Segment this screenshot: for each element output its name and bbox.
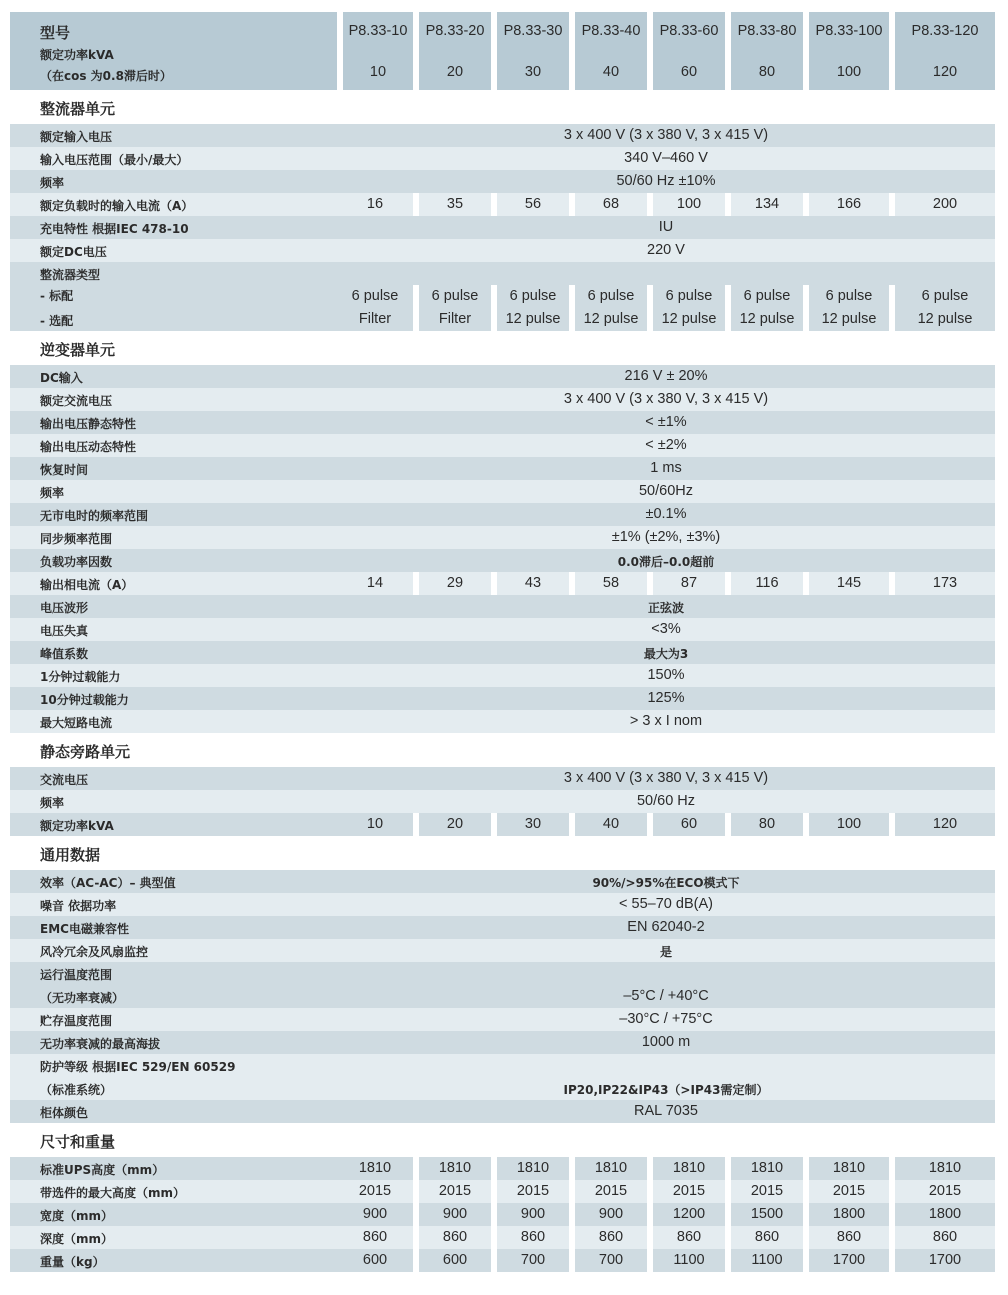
value-text: 860 xyxy=(836,1229,862,1245)
row-color: 柜体颜色 RAL 7035 xyxy=(10,1100,995,1123)
value-text: 1100 xyxy=(751,1252,783,1268)
value-text: 40 xyxy=(602,816,620,832)
value-cell xyxy=(491,1157,569,1180)
value-text: 1800 xyxy=(832,1206,866,1222)
spec-table xyxy=(10,12,995,1272)
value-cell xyxy=(413,308,491,331)
row-dc-input: DC输入 216 V ± 20% xyxy=(10,365,995,388)
value-text: 6 pulse xyxy=(431,288,479,304)
value-text: 12 pulse xyxy=(917,311,973,327)
value-cell xyxy=(803,1249,889,1272)
value-cell xyxy=(413,1157,491,1180)
value-cell xyxy=(569,1203,647,1226)
row-emc: EMC电磁兼容性 EN 62040-2 xyxy=(10,916,995,939)
model-label: 型号 xyxy=(40,24,71,42)
value-cell xyxy=(647,193,725,216)
row-waveform: 电压波形 正弦波 xyxy=(10,595,995,618)
model-col-2: P8.33-20 20 xyxy=(419,12,491,90)
value-text: 6 pulse xyxy=(351,288,399,304)
value-text: 16 xyxy=(366,196,384,212)
row-storetemp: 贮存温度范围 –30°C / +75°C xyxy=(10,1008,995,1031)
value-cell xyxy=(491,1203,569,1226)
row-optemp-2: （无功率衰减） –5°C / +40°C xyxy=(10,985,995,1008)
value-cell xyxy=(413,1226,491,1249)
value-cell xyxy=(569,285,647,308)
value-text: 860 xyxy=(754,1229,780,1245)
value-cell xyxy=(889,572,995,595)
row-dynamic: 输出电压动态特性 < ±2% xyxy=(10,434,995,457)
value-cell xyxy=(889,1226,995,1249)
value-text: 14 xyxy=(366,575,384,591)
value-text: 1800 xyxy=(928,1206,962,1222)
model-col-3: P8.33-30 30 xyxy=(497,12,569,90)
value-cell xyxy=(337,1249,413,1272)
model-col-7: P8.33-100 100 xyxy=(809,12,889,90)
value-text: 12 pulse xyxy=(821,311,877,327)
row-ol10: 10分钟过载能力 125% xyxy=(10,687,995,710)
value-text: 6 pulse xyxy=(509,288,557,304)
value-text: 12 pulse xyxy=(739,311,795,327)
value-text: 1500 xyxy=(750,1206,784,1222)
value-text: 1810 xyxy=(750,1160,784,1176)
value-text: 100 xyxy=(836,816,862,832)
value-text: 6 pulse xyxy=(825,288,873,304)
value-cell xyxy=(337,1180,413,1203)
value-text: 2015 xyxy=(438,1183,472,1199)
row-bypass-kva: 额定功率kVA 10 20 30 40 60 80 100 120 xyxy=(10,813,995,836)
row-free-range: 无市电时的频率范围 ±0.1% xyxy=(10,503,995,526)
value-cell xyxy=(569,1157,647,1180)
model-col-6: P8.33-80 80 xyxy=(731,12,803,90)
row-bypass-freq: 频率 50/60 Hz xyxy=(10,790,995,813)
model-col-4: P8.33-40 40 xyxy=(575,12,647,90)
row-distortion: 电压失真 <3% xyxy=(10,618,995,641)
value-text: 1810 xyxy=(516,1160,550,1176)
value-text: Filter xyxy=(358,311,392,327)
value-text: 2015 xyxy=(358,1183,392,1199)
value-cell xyxy=(337,1203,413,1226)
value-cell xyxy=(569,1249,647,1272)
row-maxh: 带选件的最大高度（mm） 2015 2015 2015 2015 2015 2015 2015 2015 xyxy=(10,1180,995,1203)
value-text: 2015 xyxy=(672,1183,706,1199)
value-cell xyxy=(803,285,889,308)
value-text: 860 xyxy=(442,1229,468,1245)
value-text: 600 xyxy=(362,1252,388,1268)
value-text: 20 xyxy=(446,816,464,832)
value-cell xyxy=(725,308,803,331)
row-dc-voltage: 额定DC电压 220 V xyxy=(10,239,995,262)
value-text: 2015 xyxy=(516,1183,550,1199)
value-text: 900 xyxy=(442,1206,468,1222)
row-pf: 负载功率因数 0.0滞后–0.0超前 xyxy=(10,549,995,572)
value-text: 2015 xyxy=(594,1183,628,1199)
value-text: Filter xyxy=(438,311,472,327)
value-text: 860 xyxy=(932,1229,958,1245)
value-cell xyxy=(725,1249,803,1272)
value-cell xyxy=(803,193,889,216)
row-static: 输出电压静态特性 < ±1% xyxy=(10,411,995,434)
row-charge: 充电特性 根据IEC 478-10 IU xyxy=(10,216,995,239)
value-text: 12 pulse xyxy=(661,311,717,327)
value-text: 700 xyxy=(598,1252,624,1268)
rated-power-label: 额定功率kVA xyxy=(40,48,114,62)
value-cell xyxy=(889,1157,995,1180)
value-text: 2015 xyxy=(750,1183,784,1199)
value-cell xyxy=(569,813,647,836)
value-cell xyxy=(569,572,647,595)
value-cell xyxy=(569,308,647,331)
row-width: 宽度（mm） 900 900 900 900 1200 1500 1800 1800 xyxy=(10,1203,995,1226)
value-text: 43 xyxy=(524,575,542,591)
value-cell xyxy=(337,285,413,308)
header-label-cell xyxy=(10,12,337,90)
value-text: 1100 xyxy=(673,1252,705,1268)
row-out-current: 输出相电流（A） 14 29 43 58 87 116 145 173 xyxy=(10,572,995,595)
value-cell xyxy=(803,1203,889,1226)
cos-note-label: （在cos 为0.8滞后时） xyxy=(40,69,172,83)
value-cell xyxy=(569,1226,647,1249)
value-text: 35 xyxy=(446,196,464,212)
value-cell xyxy=(889,1203,995,1226)
value-cell xyxy=(725,1226,803,1249)
value-text: 1700 xyxy=(832,1252,866,1268)
value-cell xyxy=(647,308,725,331)
value-cell xyxy=(889,1180,995,1203)
row-optemp-1: 运行温度范围 xyxy=(10,962,995,985)
value-text: 600 xyxy=(442,1252,468,1268)
value-cell xyxy=(491,813,569,836)
value-cell xyxy=(647,1203,725,1226)
value-cell xyxy=(337,193,413,216)
value-cell xyxy=(647,1249,725,1272)
value-text: 2015 xyxy=(928,1183,962,1199)
value-cell xyxy=(491,1180,569,1203)
value-cell xyxy=(413,193,491,216)
table-header xyxy=(10,12,995,90)
value-cell xyxy=(491,1249,569,1272)
value-text: 80 xyxy=(758,816,776,832)
value-cell xyxy=(647,1226,725,1249)
row-input-voltage: 额定输入电压 3 x 400 V (3 x 380 V, 3 x 415 V) xyxy=(10,124,995,147)
row-sync: 同步频率范围 ±1% (±2%, ±3%) xyxy=(10,526,995,549)
value-cell xyxy=(725,1180,803,1203)
value-text: 10 xyxy=(366,816,384,832)
section-inverter: 逆变器单元 xyxy=(40,341,116,359)
value-cell xyxy=(337,1157,413,1180)
value-cell xyxy=(889,1249,995,1272)
row-input-range: 输入电压范围（最小/最大） 340 V–460 V xyxy=(10,147,995,170)
value-text: 200 xyxy=(932,196,958,212)
value-text: 116 xyxy=(755,575,779,591)
section-general: 通用数据 xyxy=(40,846,101,864)
row-frequency: 频率 50/60 Hz ±10% xyxy=(10,170,995,193)
value-text: 860 xyxy=(362,1229,388,1245)
value-cell xyxy=(647,1180,725,1203)
row-ip-2: （标准系统） IP20,IP22&IP43（>IP43需定制） xyxy=(10,1077,995,1100)
value-text: 60 xyxy=(680,816,698,832)
row-height: 标准UPS高度（mm） 1810 1810 1810 1810 1810 1810 1810 1810 xyxy=(10,1157,995,1180)
value-text: 1810 xyxy=(928,1160,962,1176)
section-bypass: 静态旁路单元 xyxy=(40,743,131,761)
row-efficiency: 效率（AC-AC）– 典型值 90%/>95%在ECO模式下 xyxy=(10,870,995,893)
value-cell xyxy=(889,813,995,836)
value-cell xyxy=(647,572,725,595)
row-fan: 风冷冗余及风扇监控 是 xyxy=(10,939,995,962)
value-text: 6 pulse xyxy=(921,288,969,304)
value-cell xyxy=(725,1157,803,1180)
value-cell xyxy=(413,1249,491,1272)
row-ip-1: 防护等级 根据IEC 529/EN 60529 xyxy=(10,1054,995,1077)
row-ol1: 1分钟过载能力 150% xyxy=(10,664,995,687)
value-text: 6 pulse xyxy=(665,288,713,304)
value-text: 134 xyxy=(754,196,780,212)
value-text: 29 xyxy=(446,575,464,591)
value-text: 1810 xyxy=(594,1160,628,1176)
value-cell xyxy=(647,285,725,308)
value-text: 12 pulse xyxy=(505,311,561,327)
row-rectifier-type: 整流器类型 xyxy=(10,262,995,285)
value-cell xyxy=(337,813,413,836)
value-cell xyxy=(413,1180,491,1203)
value-cell xyxy=(647,813,725,836)
value-cell xyxy=(491,193,569,216)
value-text: 900 xyxy=(520,1206,546,1222)
value-text: 860 xyxy=(676,1229,702,1245)
value-text: 1700 xyxy=(928,1252,962,1268)
value-text: 12 pulse xyxy=(583,311,639,327)
value-cell xyxy=(491,572,569,595)
value-text: 145 xyxy=(836,575,862,591)
value-cell xyxy=(413,572,491,595)
value-text: 1810 xyxy=(672,1160,706,1176)
value-text: 1810 xyxy=(438,1160,472,1176)
value-cell xyxy=(337,572,413,595)
value-text: 1810 xyxy=(832,1160,866,1176)
value-text: 58 xyxy=(602,575,620,591)
value-text: 173 xyxy=(932,575,958,591)
value-cell xyxy=(803,308,889,331)
value-text: 56 xyxy=(524,196,542,212)
row-noise: 噪音 依据功率 < 55–70 dB(A) xyxy=(10,893,995,916)
value-text: 860 xyxy=(520,1229,546,1245)
row-ac-voltage: 额定交流电压 3 x 400 V (3 x 380 V, 3 x 415 V) xyxy=(10,388,995,411)
row-crest: 峰值系数 最大为3 xyxy=(10,641,995,664)
value-text: 120 xyxy=(932,816,958,832)
row-depth: 深度（mm） 860 860 860 860 860 860 860 860 xyxy=(10,1226,995,1249)
row-input-current: 额定负载时的输入电流（A） 16 35 56 68 100 134 166 200 xyxy=(10,193,995,216)
value-cell xyxy=(491,1226,569,1249)
value-text: 1810 xyxy=(358,1160,392,1176)
value-cell xyxy=(413,813,491,836)
section-dims: 尺寸和重量 xyxy=(40,1133,116,1151)
value-cell xyxy=(803,1157,889,1180)
value-text: 87 xyxy=(680,575,698,591)
row-recovery: 恢复时间 1 ms xyxy=(10,457,995,480)
value-text: 2015 xyxy=(832,1183,866,1199)
value-cell xyxy=(647,1157,725,1180)
value-cell xyxy=(803,1226,889,1249)
value-cell xyxy=(491,308,569,331)
value-cell xyxy=(725,193,803,216)
value-cell xyxy=(337,1226,413,1249)
value-cell xyxy=(337,308,413,331)
row-weight: 重量（kg） 600 600 700 700 1100 1100 1700 1700 xyxy=(10,1249,995,1272)
row-short: 最大短路电流 > 3 x I nom xyxy=(10,710,995,733)
value-text: 700 xyxy=(520,1252,546,1268)
model-col-5: P8.33-60 60 xyxy=(653,12,725,90)
value-text: 30 xyxy=(524,816,542,832)
value-cell xyxy=(803,1180,889,1203)
section-rectifier: 整流器单元 xyxy=(40,100,116,118)
value-text: 6 pulse xyxy=(743,288,791,304)
value-cell xyxy=(725,572,803,595)
value-cell xyxy=(889,193,995,216)
value-cell xyxy=(803,572,889,595)
value-cell xyxy=(725,1203,803,1226)
value-text: 100 xyxy=(676,196,702,212)
value-text: 900 xyxy=(362,1206,388,1222)
value-text: 68 xyxy=(602,196,620,212)
value-cell xyxy=(569,193,647,216)
row-rectifier-option: - 选配 Filter Filter 12 pulse 12 pulse 12 pulse 12 pulse 12 pulse 12 pulse xyxy=(10,308,995,331)
row-altitude: 无功率衰减的最高海拔 1000 m xyxy=(10,1031,995,1054)
value-text: 6 pulse xyxy=(587,288,635,304)
value-text: 166 xyxy=(836,196,862,212)
row-inv-frequency: 频率 50/60Hz xyxy=(10,480,995,503)
value-text: 1200 xyxy=(672,1206,706,1222)
row-bypass-ac: 交流电压 3 x 400 V (3 x 380 V, 3 x 415 V) xyxy=(10,767,995,790)
value-cell xyxy=(413,1203,491,1226)
model-col-1: P8.33-10 10 xyxy=(343,12,413,90)
value-cell xyxy=(491,285,569,308)
value-cell xyxy=(725,813,803,836)
value-cell xyxy=(889,285,995,308)
model-col-8: P8.33-120 120 xyxy=(895,12,995,90)
value-text: 860 xyxy=(598,1229,624,1245)
value-cell xyxy=(803,813,889,836)
row-rectifier-standard: - 标配 6 pulse 6 pulse 6 pulse 6 pulse 6 pulse 6 pulse 6 pulse 6 pulse xyxy=(10,285,995,308)
value-cell xyxy=(889,308,995,331)
value-cell xyxy=(569,1180,647,1203)
value-text: 900 xyxy=(598,1206,624,1222)
value-cell xyxy=(725,285,803,308)
value-cell xyxy=(413,285,491,308)
